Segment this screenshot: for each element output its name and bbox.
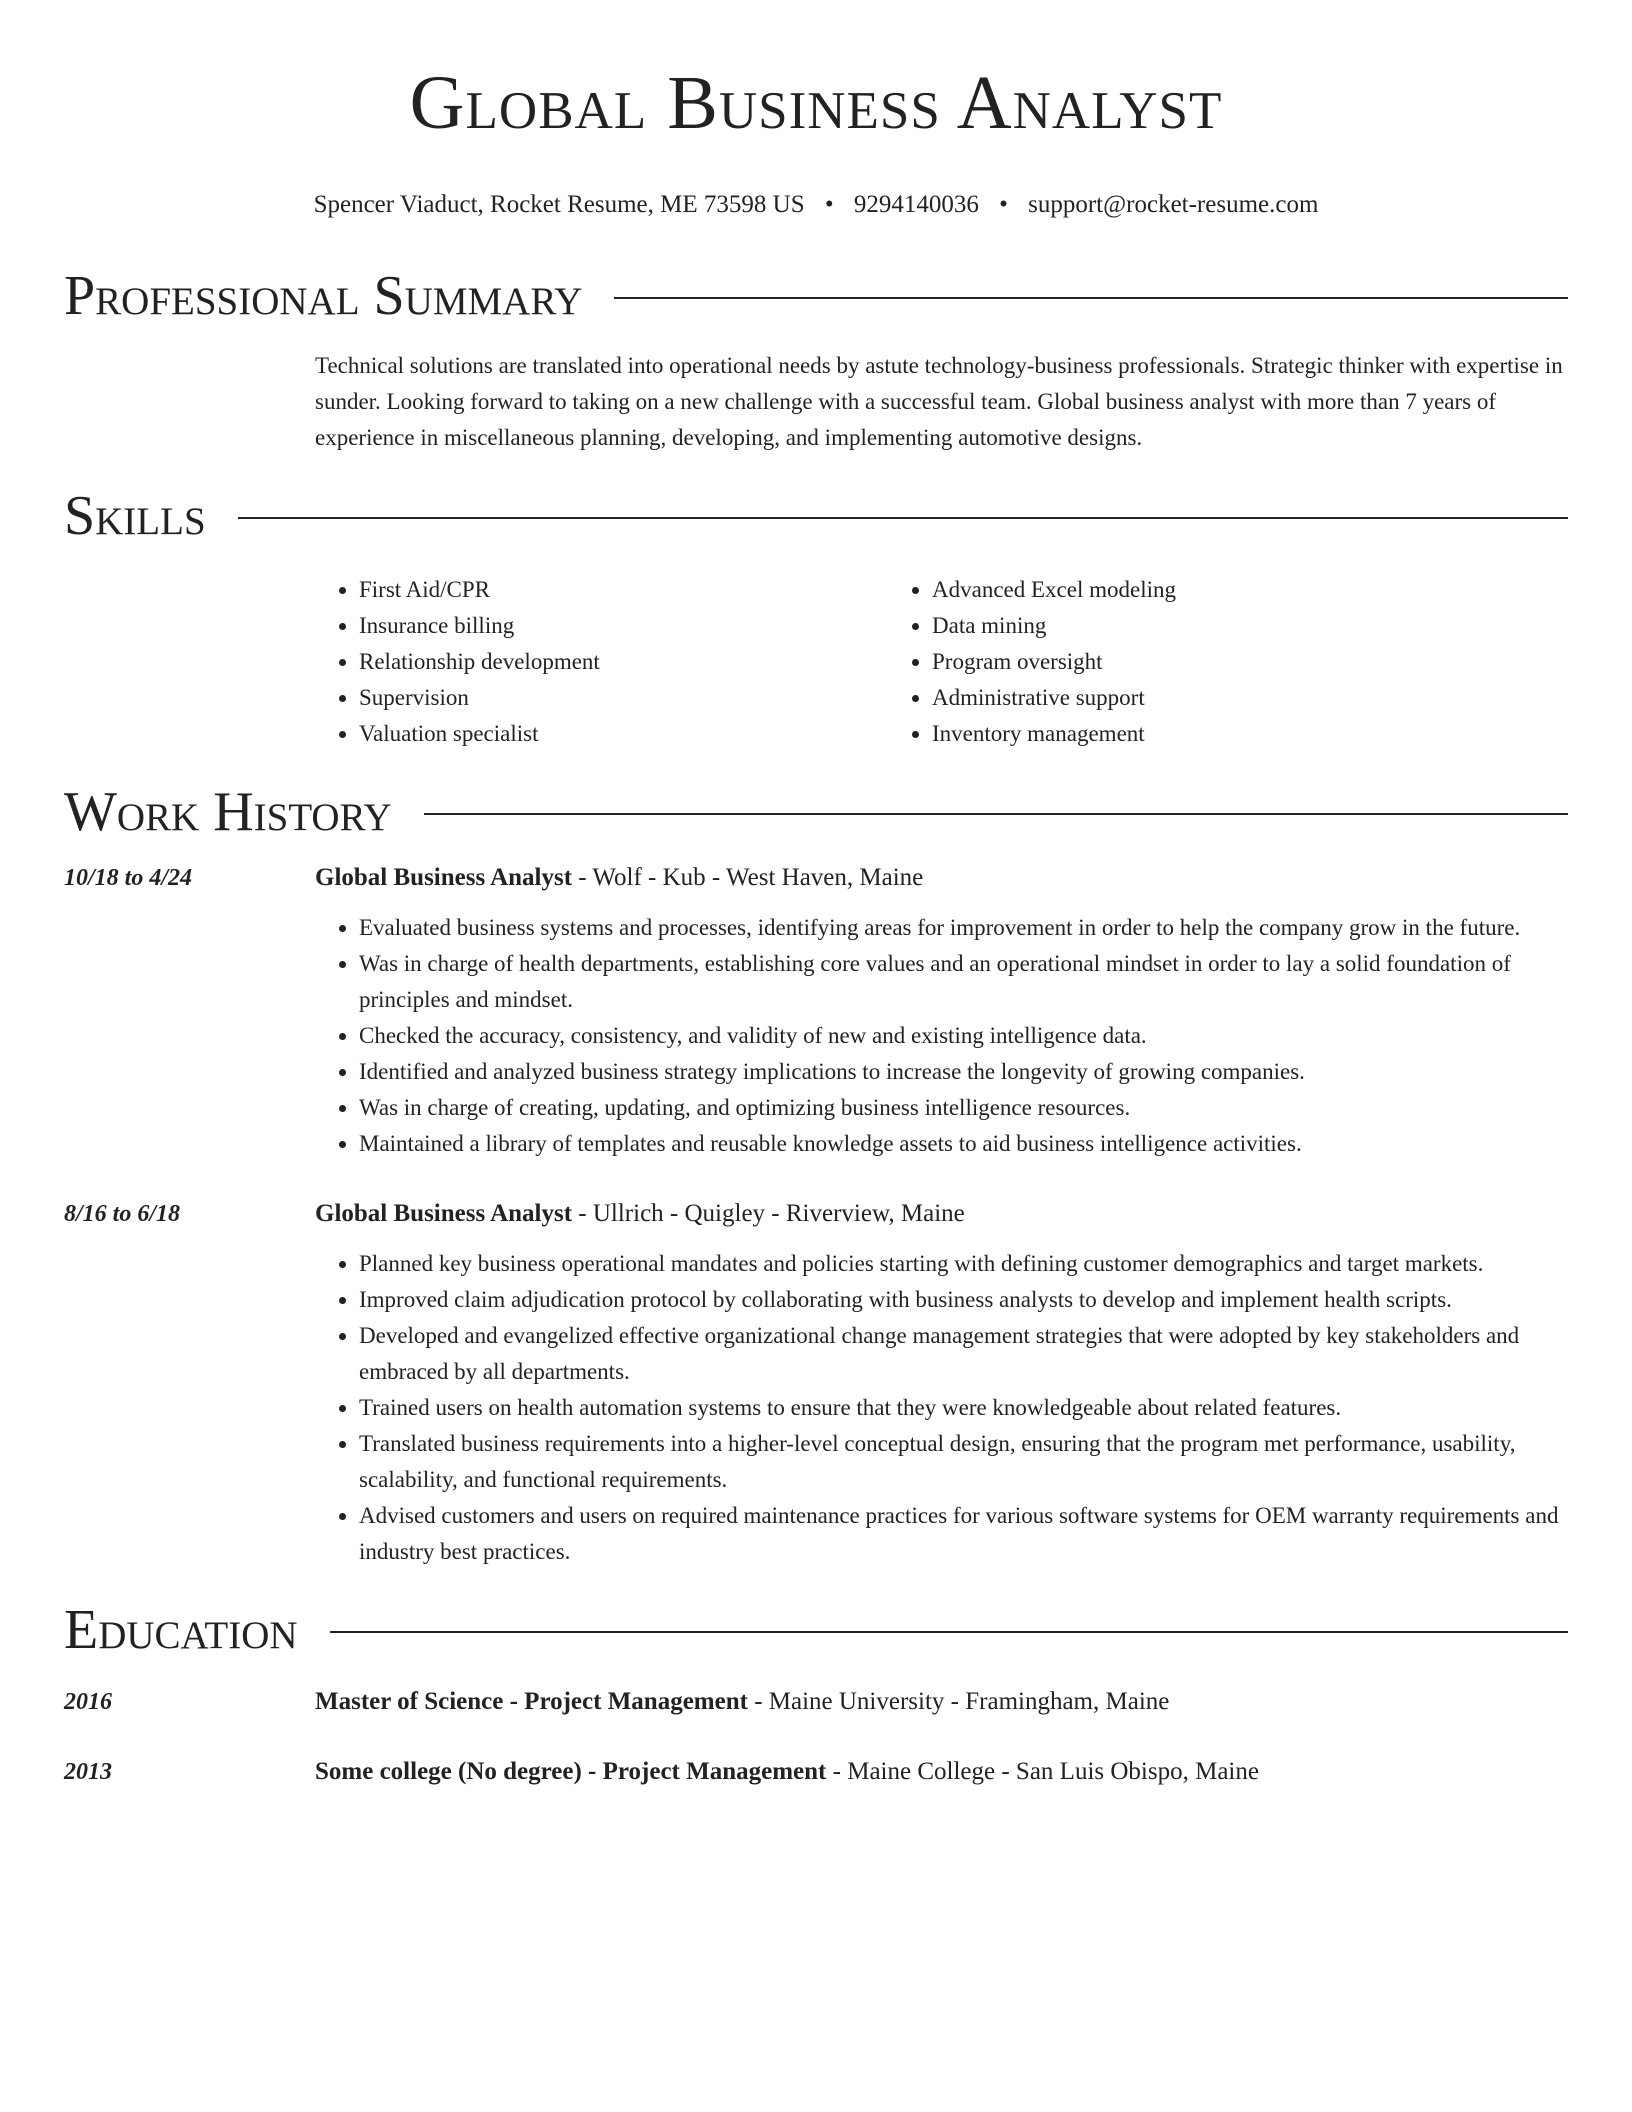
- resume-name: Global Business Analyst: [409, 61, 1223, 145]
- summary-text: Technical solutions are translated into operational needs by astute technology-business professionals. Strategic thinker with expertise in sunder. Looking forward to taking on a new challenge with a successful team. Global business analyst with more than 7 years of experience in miscellaneous planning, developing, and implementing automotive designs.: [315, 353, 1563, 450]
- job-body: [315, 1196, 1568, 1570]
- education-year: 2016: [64, 1689, 112, 1715]
- skill-item: • First Aid/CPR: [359, 572, 888, 608]
- skills-list: [315, 572, 1568, 752]
- skill-item: • Valuation specialist: [359, 716, 888, 752]
- job-bullet: • Maintained a library of templates and reusable knowledge assets to aid business intelligence activities.: [359, 1126, 1568, 1162]
- job-bullet: • Was in charge of health departments, establishing core values and an operational mindset in order to lay a solid foundation of principles and mindset.: [359, 946, 1568, 1018]
- skills-section-title: Skills: [64, 485, 206, 547]
- contact-separator: •: [824, 191, 834, 218]
- job-employer: - Wolf - Kub - West Haven, Maine: [572, 864, 924, 891]
- section-divider: [614, 297, 1568, 299]
- skill-item: • Program oversight: [932, 644, 1461, 680]
- skill-item: • Data mining: [932, 608, 1461, 644]
- education-degree: Some college (No degree) - Project Management: [315, 1758, 827, 1785]
- education-entry: [64, 1754, 1568, 1790]
- work-section-header: [64, 780, 1568, 844]
- contact-email: support@rocket-resume.com: [1028, 191, 1319, 218]
- skill-item: • Advanced Excel modeling: [932, 572, 1461, 608]
- skill-item: • Relationship development: [359, 644, 888, 680]
- education-school: - Maine College - San Luis Obispo, Maine: [826, 1758, 1259, 1785]
- section-divider: [238, 517, 1568, 519]
- section-divider: [330, 1631, 1568, 1633]
- section-divider: [424, 813, 1568, 815]
- job-body: [315, 860, 1568, 1162]
- job-bullet: • Improved claim adjudication protocol by collaborating with business analysts to develop and implement health scripts.: [359, 1282, 1568, 1318]
- education-degree: Master of Science - Project Management: [315, 1688, 748, 1715]
- summary-section-title: Professional Summary: [64, 265, 583, 327]
- job-dates: 8/16 to 6/18: [64, 1201, 181, 1227]
- job-bullet: • Translated business requirements into a higher-level conceptual design, ensuring that the program met performance, usability, scalability, and functional requirements.: [359, 1426, 1568, 1498]
- contact-separator: •: [999, 191, 1008, 218]
- education-section-header: [64, 1598, 1568, 1662]
- job-bullet: • Developed and evangelized effective organizational change management strategies that were adopted by key stakeholders and embraced by all departments.: [359, 1318, 1568, 1390]
- job-dates: 10/18 to 4/24: [64, 865, 193, 891]
- job-bullet: • Was in charge of creating, updating, and optimizing business intelligence resources.: [359, 1090, 1568, 1126]
- skills-section-header: [64, 484, 1568, 548]
- job-header: [64, 1196, 1568, 1570]
- job-entry: [64, 860, 1568, 1162]
- education-line: [315, 1684, 1568, 1720]
- summary-section-header: [64, 264, 1568, 328]
- work-section-title: Work History: [64, 781, 392, 843]
- skill-item: • Supervision: [359, 680, 888, 716]
- education-line: [315, 1754, 1568, 1790]
- contact-phone: 9294140036: [853, 191, 979, 218]
- education-year: 2013: [64, 1759, 112, 1785]
- education-section-title: Education: [64, 1599, 298, 1661]
- job-bullet: • Advised customers and users on required maintenance practices for various software systems for OEM warranty requirements and industry best practices.: [359, 1498, 1568, 1570]
- job-entry: [64, 1196, 1568, 1570]
- contact-line: [64, 190, 1568, 220]
- job-bullet: • Planned key business operational mandates and policies starting with defining customer demographics and target markets.: [359, 1246, 1568, 1282]
- contact-address: Spencer Viaduct, Rocket Resume, ME 73598 US: [313, 191, 805, 218]
- job-bullet: • Evaluated business systems and processes, identifying areas for improvement in order to help the company grow in the future.: [359, 910, 1568, 946]
- job-header: [64, 860, 1568, 1162]
- job-bullet: • Trained users on health automation systems to ensure that they were knowledgeable about related features.: [359, 1390, 1568, 1426]
- job-bullet: • Identified and analyzed business strategy implications to increase the longevity of growing companies.: [359, 1054, 1568, 1090]
- skills-column-right: [888, 572, 1461, 752]
- skills-column-left: [315, 572, 888, 752]
- education-list: [64, 1684, 1568, 1790]
- education-school: - Maine University - Framingham, Maine: [747, 1688, 1170, 1715]
- job-bullets: [315, 910, 1568, 1162]
- job-title-line: [315, 860, 1568, 896]
- job-bullet: • Checked the accuracy, consistency, and validity of new and existing intelligence data.: [359, 1018, 1568, 1054]
- job-role: Global Business Analyst: [315, 1200, 573, 1227]
- education-entry: [64, 1684, 1568, 1720]
- job-bullets: [315, 1246, 1568, 1570]
- job-role: Global Business Analyst: [315, 864, 573, 891]
- skill-item: • Inventory management: [932, 716, 1461, 752]
- skill-item: • Insurance billing: [359, 608, 888, 644]
- job-title-line: [315, 1196, 1568, 1232]
- skill-item: • Administrative support: [932, 680, 1461, 716]
- job-employer: - Ullrich - Quigley - Riverview, Maine: [572, 1200, 965, 1227]
